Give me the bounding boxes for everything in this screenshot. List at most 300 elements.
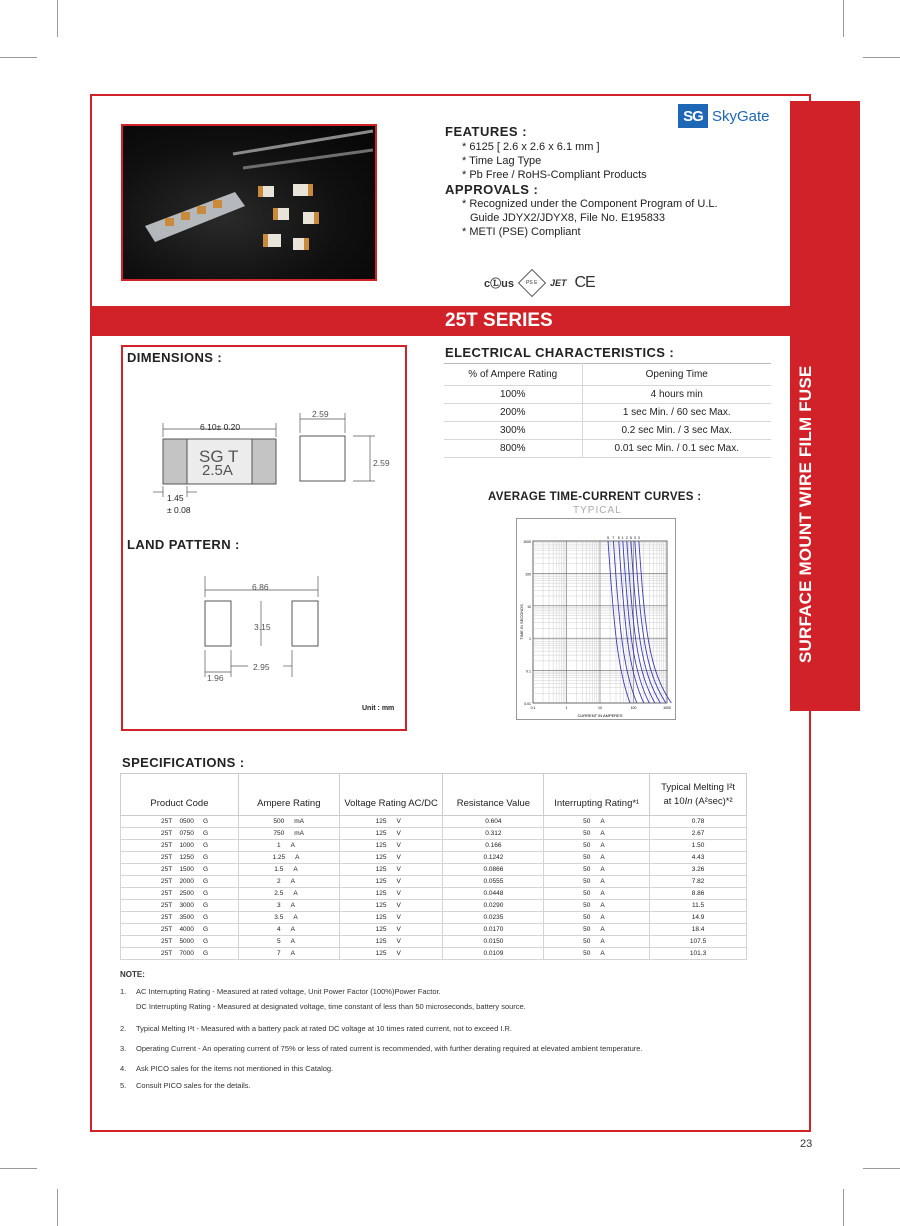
code-suffix: G bbox=[202, 842, 208, 849]
code-prefix: 25T bbox=[161, 926, 173, 933]
code-number: 3500 bbox=[179, 914, 194, 921]
volt-value: 125 bbox=[375, 866, 387, 873]
cell-product-code bbox=[121, 912, 239, 924]
cell-melting: 8.86 bbox=[650, 888, 747, 900]
volt-value: 125 bbox=[375, 854, 387, 861]
x-tick-label: 0.1 bbox=[530, 706, 536, 710]
note-number: 4. bbox=[120, 1064, 127, 1073]
int-unit: A bbox=[600, 854, 605, 861]
cell-ampere bbox=[238, 840, 339, 852]
volt-value: 125 bbox=[375, 950, 387, 957]
code-suffix: G bbox=[202, 866, 208, 873]
x-axis-label: CURRENT IN AMPERES bbox=[577, 713, 623, 718]
amp-unit: A bbox=[290, 950, 295, 957]
amp-unit: A bbox=[290, 842, 295, 849]
code-prefix: 25T bbox=[161, 842, 173, 849]
curve-plot bbox=[517, 519, 675, 719]
note-item bbox=[120, 1022, 760, 1035]
cell-melting: 11.5 bbox=[650, 900, 747, 912]
series-label: 2 bbox=[625, 536, 628, 540]
cell-melting: 0.78 bbox=[650, 816, 747, 828]
int-unit: A bbox=[600, 818, 605, 825]
volt-unit: V bbox=[396, 890, 401, 897]
code-suffix: G bbox=[202, 830, 208, 837]
cell-voltage bbox=[339, 900, 443, 912]
table-row bbox=[121, 936, 747, 948]
amp-value: 750 bbox=[273, 830, 285, 837]
cell: 0.2 sec Min. / 3 sec Max. bbox=[582, 422, 771, 440]
y-tick-label: 10 bbox=[527, 604, 531, 609]
approvals-list bbox=[462, 197, 718, 239]
series-label: 5 bbox=[629, 536, 632, 540]
volt-unit: V bbox=[396, 842, 401, 849]
cell-product-code bbox=[121, 924, 239, 936]
series-label: 5 bbox=[607, 536, 610, 540]
note-item bbox=[120, 1042, 760, 1055]
crop-mark bbox=[863, 1168, 900, 1169]
dim-length: 6.10± 0.20 bbox=[200, 422, 241, 432]
amp-unit: A bbox=[290, 878, 295, 885]
cell-ampere bbox=[238, 852, 339, 864]
col-header: % of Ampere Rating bbox=[444, 364, 582, 386]
table-row bbox=[121, 912, 747, 924]
amp-unit: A bbox=[295, 854, 300, 861]
code-prefix: 25T bbox=[161, 866, 173, 873]
table-row bbox=[121, 852, 747, 864]
code-number: 1250 bbox=[179, 854, 194, 861]
cell-voltage bbox=[339, 912, 443, 924]
cell-voltage bbox=[339, 948, 443, 960]
volt-unit: V bbox=[396, 818, 401, 825]
curves-heading: AVERAGE TIME-CURRENT CURVES : bbox=[488, 491, 702, 503]
cell-product-code bbox=[121, 948, 239, 960]
code-number: 4000 bbox=[179, 926, 194, 933]
pse-mark-icon: PS E bbox=[518, 269, 546, 297]
cell-resistance: 0.166 bbox=[443, 840, 544, 852]
int-unit: A bbox=[600, 914, 605, 921]
note-text: Typical Melting I²t - Measured with a battery pack at rated DC voltage at 10 times rated current, not to exceed I.R. bbox=[136, 1024, 513, 1033]
amp-value: 3.5 bbox=[274, 914, 284, 921]
note-text: Ask PICO sales for the items not mentioned in this Catalog. bbox=[136, 1064, 334, 1073]
fuse-marking-brand: SG T bbox=[199, 447, 239, 466]
list-item: * 6125 [ 2.6 x 2.6 x 6.1 mm ] bbox=[462, 141, 600, 153]
series-label: 5 bbox=[617, 536, 620, 540]
cell-resistance: 0.1242 bbox=[443, 852, 544, 864]
col-header: Interrupting Rating*¹ bbox=[544, 774, 650, 816]
cell-interrupting bbox=[544, 900, 650, 912]
lp-pad-width: 1.96 bbox=[207, 673, 224, 683]
note-number: 1. bbox=[120, 987, 127, 996]
note-number: 2. bbox=[120, 1024, 127, 1033]
code-prefix: 25T bbox=[161, 878, 173, 885]
page-number: 23 bbox=[800, 1138, 813, 1150]
dim-cap-tolerance: ± 0.08 bbox=[167, 505, 191, 515]
amp-value: 7 bbox=[276, 950, 281, 957]
cell-resistance: 0.0150 bbox=[443, 936, 544, 948]
int-unit: A bbox=[600, 938, 605, 945]
y-tick-label: 100 bbox=[525, 572, 531, 577]
cell-product-code bbox=[121, 816, 239, 828]
ce-mark-icon: CE bbox=[574, 274, 595, 291]
volt-value: 125 bbox=[375, 818, 387, 825]
cell-product-code bbox=[121, 852, 239, 864]
int-unit: A bbox=[600, 866, 605, 873]
cell-voltage bbox=[339, 888, 443, 900]
features-heading: FEATURES : bbox=[445, 124, 528, 139]
int-value: 50 bbox=[583, 842, 591, 849]
code-number: 2000 bbox=[179, 878, 194, 885]
int-unit: A bbox=[600, 830, 605, 837]
int-unit: A bbox=[600, 902, 605, 909]
volt-unit: V bbox=[396, 950, 401, 957]
note-item bbox=[120, 1079, 760, 1092]
volt-value: 125 bbox=[375, 830, 387, 837]
volt-unit: V bbox=[396, 878, 401, 885]
volt-unit: V bbox=[396, 926, 401, 933]
cell-voltage bbox=[339, 936, 443, 948]
code-suffix: G bbox=[202, 938, 208, 945]
int-value: 50 bbox=[583, 890, 591, 897]
list-item: Guide JDYX2/JDYX8, File No. E195833 bbox=[470, 212, 666, 224]
amp-unit: mA bbox=[294, 818, 304, 825]
sidebar-banner bbox=[790, 101, 860, 711]
code-suffix: G bbox=[202, 890, 208, 897]
note-number: 5. bbox=[120, 1081, 127, 1090]
specifications-heading: SPECIFICATIONS : bbox=[122, 755, 245, 770]
cell-ampere bbox=[238, 888, 339, 900]
cell-melting: 101.3 bbox=[650, 948, 747, 960]
time-current-chart bbox=[516, 518, 676, 720]
specifications-table bbox=[120, 773, 747, 960]
cell-melting: 4.43 bbox=[650, 852, 747, 864]
features-list bbox=[462, 140, 647, 182]
cell-ampere bbox=[238, 936, 339, 948]
cell-interrupting bbox=[544, 924, 650, 936]
series-label: 3 bbox=[637, 536, 640, 540]
cell-resistance: 0.0448 bbox=[443, 888, 544, 900]
table-row bbox=[121, 876, 747, 888]
amp-unit: A bbox=[290, 938, 295, 945]
header-line: Typical Melting I²t bbox=[661, 782, 736, 793]
volt-value: 125 bbox=[375, 926, 387, 933]
table-row bbox=[121, 888, 747, 900]
volt-value: 125 bbox=[375, 842, 387, 849]
amp-unit: A bbox=[290, 902, 295, 909]
int-unit: A bbox=[600, 890, 605, 897]
volt-unit: V bbox=[396, 854, 401, 861]
crop-mark bbox=[57, 0, 58, 37]
electrical-heading: ELECTRICAL CHARACTERISTICS : bbox=[445, 345, 675, 360]
note-text: AC Interrupting Rating - Measured at rated voltage, Unit Power Factor (100%)Power Factor. bbox=[136, 987, 441, 996]
lp-pad-height: 3.15 bbox=[254, 622, 271, 632]
code-prefix: 25T bbox=[161, 854, 173, 861]
dim-width: 2.59 bbox=[312, 409, 329, 419]
table-row bbox=[121, 828, 747, 840]
col-header: Voltage Rating AC/DC bbox=[339, 774, 443, 816]
code-suffix: G bbox=[202, 878, 208, 885]
amp-value: 1.5 bbox=[274, 866, 284, 873]
code-number: 2500 bbox=[179, 890, 194, 897]
cell-melting: 1.50 bbox=[650, 840, 747, 852]
cell-ampere bbox=[238, 876, 339, 888]
amp-value: 5 bbox=[276, 938, 281, 945]
cell-ampere bbox=[238, 948, 339, 960]
code-number: 0500 bbox=[179, 818, 194, 825]
crop-mark bbox=[863, 57, 900, 58]
crop-mark bbox=[57, 1189, 58, 1226]
dimensions-heading: DIMENSIONS : bbox=[127, 350, 223, 365]
code-prefix: 25T bbox=[161, 830, 173, 837]
cell-interrupting bbox=[544, 888, 650, 900]
volt-unit: V bbox=[396, 938, 401, 945]
amp-unit: A bbox=[293, 914, 298, 921]
int-value: 50 bbox=[583, 926, 591, 933]
cell-resistance: 0.312 bbox=[443, 828, 544, 840]
cell-product-code bbox=[121, 888, 239, 900]
crop-mark bbox=[0, 1168, 37, 1169]
y-tick-label: 1000 bbox=[523, 540, 531, 544]
dim-height: 2.59 bbox=[373, 458, 390, 468]
x-tick-label: 1000 bbox=[663, 706, 671, 710]
list-item: * Pb Free / RoHS-Compliant Products bbox=[462, 169, 647, 181]
volt-value: 125 bbox=[375, 890, 387, 897]
x-tick-label: 10 bbox=[598, 706, 602, 710]
dim-cap: 1.45 bbox=[167, 493, 184, 503]
col-header: Opening Time bbox=[582, 364, 771, 386]
int-value: 50 bbox=[583, 878, 591, 885]
col-header bbox=[650, 774, 747, 816]
cell: 1 sec Min. / 60 sec Max. bbox=[582, 404, 771, 422]
cell: 800% bbox=[444, 440, 582, 458]
list-item: * Time Lag Type bbox=[462, 155, 542, 167]
int-unit: A bbox=[600, 878, 605, 885]
cell-ampere bbox=[238, 924, 339, 936]
brand-logo-icon: SG bbox=[678, 104, 708, 128]
cell-interrupting bbox=[544, 852, 650, 864]
volt-unit: V bbox=[396, 830, 401, 837]
cell-resistance: 0.0235 bbox=[443, 912, 544, 924]
code-suffix: G bbox=[202, 914, 208, 921]
note-item bbox=[120, 1062, 760, 1075]
cell-ampere bbox=[238, 816, 339, 828]
cell-product-code bbox=[121, 864, 239, 876]
cell: 300% bbox=[444, 422, 582, 440]
amp-unit: A bbox=[290, 926, 295, 933]
header-part: In bbox=[684, 796, 693, 807]
cell-voltage bbox=[339, 828, 443, 840]
int-unit: A bbox=[600, 842, 605, 849]
list-item: * METI (PSE) Compliant bbox=[462, 226, 581, 238]
x-tick-label: 1 bbox=[565, 706, 568, 710]
code-suffix: G bbox=[202, 950, 208, 957]
brand-logo bbox=[678, 104, 770, 128]
cell-interrupting bbox=[544, 936, 650, 948]
series-label: 3 bbox=[633, 536, 636, 540]
cell-ampere bbox=[238, 912, 339, 924]
cell-voltage bbox=[339, 852, 443, 864]
crop-mark bbox=[843, 1189, 844, 1226]
note-number: 3. bbox=[120, 1044, 127, 1053]
list-item: * Recognized under the Component Program of U.L. bbox=[462, 198, 718, 210]
amp-value: 4 bbox=[276, 926, 281, 933]
table-row bbox=[444, 404, 771, 422]
code-prefix: 25T bbox=[161, 950, 173, 957]
table-row bbox=[121, 816, 747, 828]
table-row bbox=[444, 386, 771, 404]
cell-voltage bbox=[339, 840, 443, 852]
table-row bbox=[444, 440, 771, 458]
code-prefix: 25T bbox=[161, 890, 173, 897]
cell-interrupting bbox=[544, 864, 650, 876]
code-suffix: G bbox=[202, 902, 208, 909]
amp-value: 500 bbox=[273, 818, 285, 825]
int-value: 50 bbox=[583, 866, 591, 873]
cell-melting: 7.82 bbox=[650, 876, 747, 888]
y-tick-label: 1 bbox=[529, 637, 531, 642]
amp-unit: A bbox=[293, 890, 298, 897]
cell: 0.01 sec Min. / 0.1 sec Max. bbox=[582, 440, 771, 458]
amp-value: 1 bbox=[276, 842, 281, 849]
land-pattern-heading: LAND PATTERN : bbox=[127, 537, 240, 552]
cell-interrupting bbox=[544, 948, 650, 960]
col-header: Ampere Rating bbox=[238, 774, 339, 816]
table-row bbox=[121, 924, 747, 936]
cell-interrupting bbox=[544, 828, 650, 840]
table-row bbox=[121, 864, 747, 876]
notes bbox=[120, 970, 760, 1092]
cell-resistance: 0.0290 bbox=[443, 900, 544, 912]
cell-product-code bbox=[121, 840, 239, 852]
col-header: Resistance Value bbox=[443, 774, 544, 816]
series-label: 1 bbox=[621, 536, 624, 540]
cell-melting: 3.26 bbox=[650, 864, 747, 876]
col-header: Product Code bbox=[121, 774, 239, 816]
amp-unit: A bbox=[293, 866, 298, 873]
x-tick-label: 100 bbox=[630, 706, 637, 710]
cell-voltage bbox=[339, 924, 443, 936]
note-text: Consult PICO sales for the details. bbox=[136, 1081, 251, 1090]
cell-resistance: 0.604 bbox=[443, 816, 544, 828]
int-value: 50 bbox=[583, 818, 591, 825]
curves-subtitle: TYPICAL bbox=[573, 505, 622, 516]
cell-ampere bbox=[238, 828, 339, 840]
lp-outer: 6.86 bbox=[252, 582, 269, 592]
int-value: 50 bbox=[583, 938, 591, 945]
header-part: at 10 bbox=[663, 796, 685, 807]
int-value: 50 bbox=[583, 950, 591, 957]
cell-interrupting bbox=[544, 840, 650, 852]
crop-mark bbox=[843, 0, 844, 37]
table-row bbox=[121, 900, 747, 912]
y-axis-label: TIME IN SECONDS bbox=[519, 604, 524, 640]
volt-value: 125 bbox=[375, 902, 387, 909]
cell-interrupting bbox=[544, 876, 650, 888]
code-prefix: 25T bbox=[161, 914, 173, 921]
unit-label: Unit : mm bbox=[362, 705, 395, 712]
cell-melting: 2.67 bbox=[650, 828, 747, 840]
brand-name: SkyGate bbox=[712, 107, 770, 125]
cell-interrupting bbox=[544, 912, 650, 924]
approvals-heading: APPROVALS : bbox=[445, 182, 539, 197]
cell-ampere bbox=[238, 864, 339, 876]
code-prefix: 25T bbox=[161, 902, 173, 909]
fuse-marking-rating: 2.5A bbox=[202, 462, 233, 479]
volt-unit: V bbox=[396, 914, 401, 921]
cell-melting: 107.5 bbox=[650, 936, 747, 948]
code-suffix: G bbox=[202, 854, 208, 861]
cell-resistance: 0.0866 bbox=[443, 864, 544, 876]
series-label: 7 bbox=[612, 536, 615, 540]
note-item bbox=[120, 1000, 760, 1013]
y-tick-label: 0.01 bbox=[524, 702, 531, 706]
cell-voltage bbox=[339, 876, 443, 888]
y-tick-label: 0.1 bbox=[526, 669, 531, 674]
code-prefix: 25T bbox=[161, 938, 173, 945]
lp-gap: 2.95 bbox=[253, 662, 270, 672]
cell-voltage bbox=[339, 864, 443, 876]
notes-heading: NOTE: bbox=[120, 970, 145, 979]
header-part: (A²sec)*² bbox=[692, 796, 733, 807]
cell-product-code bbox=[121, 900, 239, 912]
certification-marks bbox=[484, 273, 595, 293]
sidebar-title: SURFACE MOUNT WIRE FILM FUSE bbox=[796, 365, 815, 663]
int-value: 50 bbox=[583, 830, 591, 837]
volt-unit: V bbox=[396, 866, 401, 873]
cell-melting: 14.9 bbox=[650, 912, 747, 924]
cell-melting: 18.4 bbox=[650, 924, 747, 936]
cell-resistance: 0.0170 bbox=[443, 924, 544, 936]
volt-value: 125 bbox=[375, 914, 387, 921]
cell-product-code bbox=[121, 876, 239, 888]
volt-value: 125 bbox=[375, 878, 387, 885]
cell-resistance: 0.0555 bbox=[443, 876, 544, 888]
int-value: 50 bbox=[583, 854, 591, 861]
electrical-table bbox=[444, 363, 771, 458]
code-suffix: G bbox=[202, 818, 208, 825]
code-number: 3000 bbox=[179, 902, 194, 909]
code-suffix: G bbox=[202, 926, 208, 933]
volt-unit: V bbox=[396, 902, 401, 909]
cell: 100% bbox=[444, 386, 582, 404]
code-number: 0750 bbox=[179, 830, 194, 837]
crop-mark bbox=[0, 57, 37, 58]
code-number: 1000 bbox=[179, 842, 194, 849]
amp-value: 2.5 bbox=[274, 890, 284, 897]
int-unit: A bbox=[600, 926, 605, 933]
amp-value: 1.25 bbox=[272, 854, 286, 861]
table-row bbox=[444, 422, 771, 440]
cell: 200% bbox=[444, 404, 582, 422]
ul-mark-icon: cⓁus bbox=[484, 278, 514, 290]
note-text: Operating Current - An operating current of 75% or less of rated current is recommended, with further derating required at elevated ambient temperature. bbox=[136, 1044, 643, 1053]
cell: 4 hours min bbox=[582, 386, 771, 404]
cell-product-code bbox=[121, 828, 239, 840]
cell-ampere bbox=[238, 900, 339, 912]
code-prefix: 25T bbox=[161, 818, 173, 825]
cell-resistance: 0.0109 bbox=[443, 948, 544, 960]
table-row bbox=[121, 840, 747, 852]
code-number: 7000 bbox=[179, 950, 194, 957]
amp-unit: mA bbox=[294, 830, 304, 837]
cell-interrupting bbox=[544, 816, 650, 828]
code-number: 1500 bbox=[179, 866, 194, 873]
table-row bbox=[121, 948, 747, 960]
series-title: 25T SERIES bbox=[445, 310, 553, 331]
amp-value: 3 bbox=[276, 902, 281, 909]
cell-product-code bbox=[121, 936, 239, 948]
int-value: 50 bbox=[583, 902, 591, 909]
jet-mark-icon: JET bbox=[549, 278, 567, 288]
